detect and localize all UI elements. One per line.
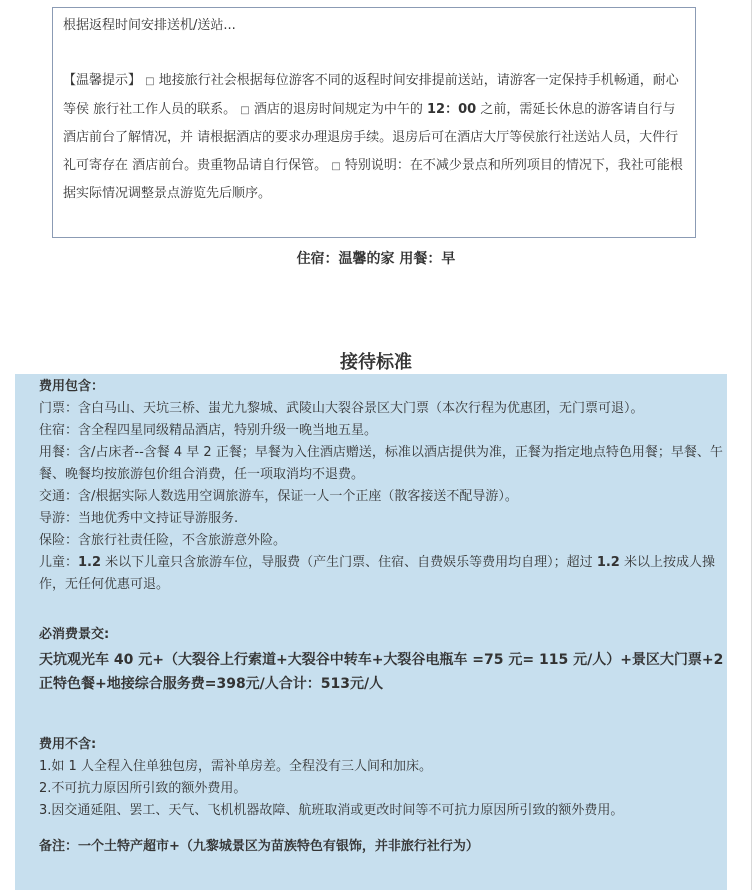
tip-text-2b: 之前，需延长休息的游客请自行与酒店前台了解情况，并 请根据酒店的要求办理退房手续。退房后可在酒店大厅等侯旅行社送站人员，大件行礼可寄存在 酒店前台。贵重物品请自行保管。 (63, 101, 679, 173)
children-prefix: 儿童： (39, 555, 79, 570)
section-title: 接待标准 (340, 352, 412, 373)
lodging-meal-line: 住宿：温馨的家 用餐：早 (296, 251, 456, 267)
notice-tips (63, 67, 685, 208)
required-text: 天坑观光车 40 元+（大裂谷上行索道+大裂谷中转车+大裂谷电瓶车 =75 元= 115 元/人）+景区大门票+2 正特色餐+地接综合服务费=398元/人合计：513元/人 (39, 652, 724, 692)
excluded-item-3: 3.因交通延阻、罢工、天气、飞机机器故障、航班取消或更改时间等不可抗力原因所引致的额外费用。 (39, 803, 624, 818)
tip-text-2a: 酒店的退房时间规定为中午的 (253, 101, 428, 117)
tip-time: 12：00 (427, 101, 477, 117)
transport-item: 交通：含/根据实际人数选用空调旅游车，保证一人一个正座（散客接送不配导游）。 (39, 489, 518, 504)
required-label: 必消费景交: (39, 627, 110, 642)
excluded-item-1: 1.如 1 人全程入住单独包房，需补单房差。全程没有三人间和加床。 (39, 759, 432, 774)
notice-line: 根据返程时间安排送机/送站... (63, 18, 236, 33)
reception-standard-panel (15, 374, 727, 890)
fee-included-label: 费用包含： (39, 379, 105, 394)
insurance-item: 保险：含旅行社责任险，不含旅游意外险。 (39, 533, 287, 548)
box-glyph-icon: □ (145, 76, 155, 87)
meals-item: 用餐：含/占床者--含餐 4 早 2 正餐；早餐为入住酒店赠送，标准以酒店提供为准，正餐为指定地点特色用餐；早餐、午餐、晚餐均按旅游包价组合消费，任一项取消均不退费。 (39, 445, 723, 482)
excluded-label: 费用不含: (39, 737, 97, 752)
children-text-1: 米以下儿童只含旅游车位，导服费（产生门票、住宿、自费娱乐等费用均自理）；超过 (101, 555, 597, 570)
box-glyph-icon: □ (240, 104, 250, 116)
notice-box (52, 7, 696, 238)
tip-text-3: 特别说明：在不减少景点和所列项目的情况下，我社可能根据实际情况调整景点游览先后顺序。 (63, 157, 683, 201)
tip-label: 【温馨提示】 (63, 73, 142, 88)
remark: 备注：一个土特产超市+（九黎城景区为苗族特色有银饰，并非旅行社行为） (39, 839, 479, 854)
hotel-item: 住宿：含全程四星同级精品酒店，特别升级一晚当地五星。 (39, 423, 378, 438)
children-item (39, 552, 727, 596)
children-text-2: 米以上按成人操作，无任何优惠可退。 (39, 555, 715, 592)
children-height-1: 1.2 (78, 555, 102, 570)
guide-item: 导游：当地优秀中文持证导游服务. (39, 511, 239, 526)
box-glyph-icon: □ (331, 160, 341, 172)
excluded-item-2: 2.不可抗力原因所引致的额外费用。 (39, 781, 247, 796)
tickets-item: 门票：含白马山、天坑三桥、蚩尤九黎城、武陵山大裂谷景区大门票（本次行程为优惠团，无门票可退）。 (39, 401, 644, 416)
children-height-2: 1.2 (596, 555, 620, 570)
tip-text-1: 地接旅行社会根据每位游客不同的返程时间安排提前送站，请游客一定保持手机畅通，耐心等侯 旅行社工作人员的联系。 (63, 73, 679, 117)
